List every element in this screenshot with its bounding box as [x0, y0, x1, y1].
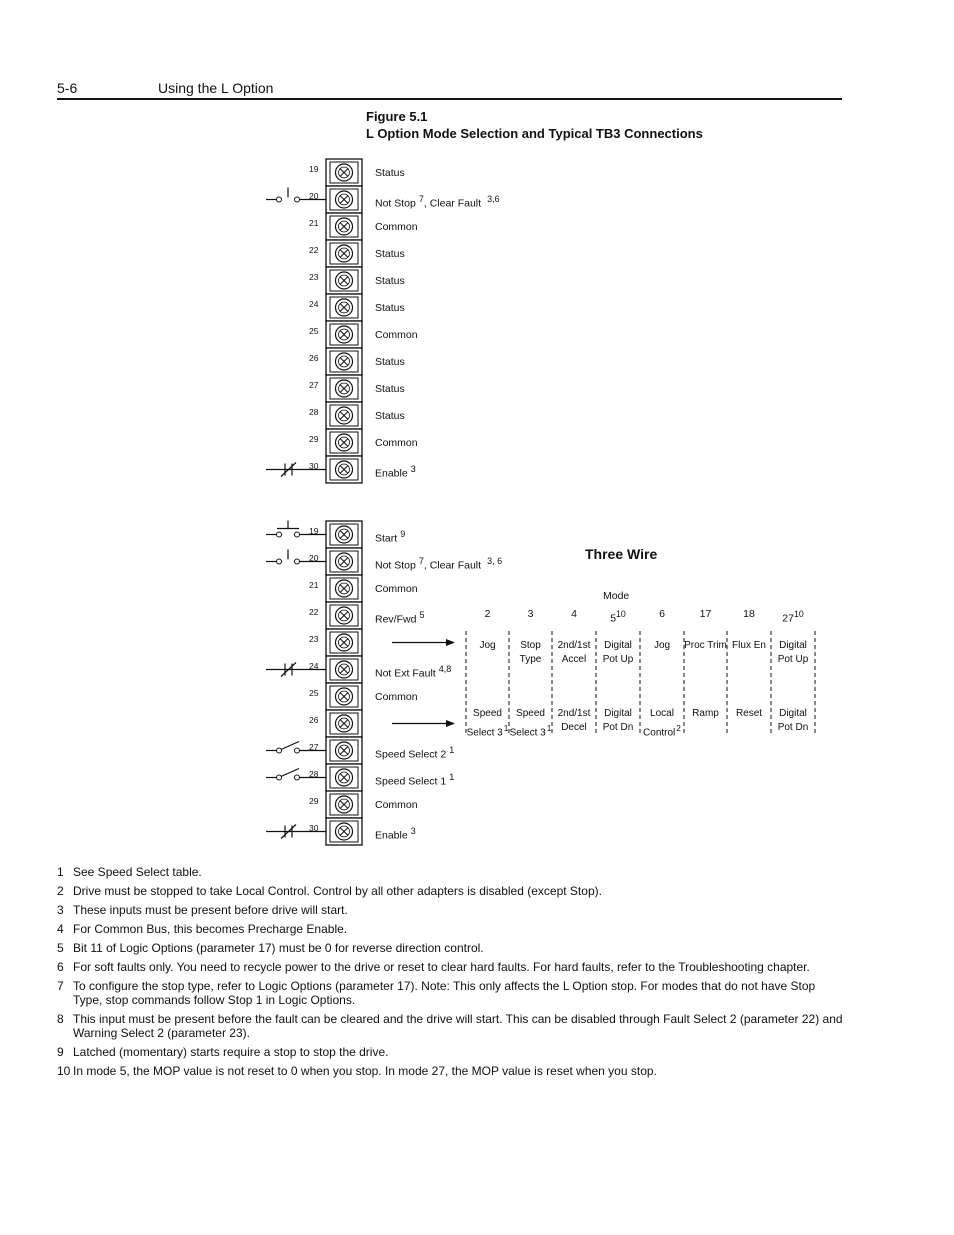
mode-number: 4 — [571, 608, 577, 620]
footnote-number: 4 — [57, 922, 64, 936]
footnote-text: See Speed Select table. — [73, 865, 202, 879]
footnote-ref: 1 — [503, 723, 509, 733]
terminal-label: Enable $^3$ — [375, 826, 416, 842]
footnote-text: This input must be present before the fault can be cleared and the drive will start. This can be disabled through Fault Select 2 (parameter 22) and Warning Select 2 (parameter 23). — [73, 1012, 843, 1040]
terminal-number: 22 — [309, 607, 319, 617]
footnote — [57, 1045, 847, 1059]
terminal-label: Status — [375, 302, 405, 314]
footnote-ref: 9 — [400, 529, 406, 539]
terminal-number: 21 — [309, 218, 319, 228]
footnote-ref: 3, 6 — [487, 556, 503, 566]
footnote-text: For Common Bus, this becomes Precharge Enable. — [73, 922, 348, 936]
terminal-label: Status — [375, 275, 405, 287]
footnote — [57, 960, 847, 974]
terminal-number: 19 — [309, 526, 319, 536]
terminal-number: 20 — [309, 191, 319, 201]
page-number: 5-6 — [57, 80, 78, 96]
footnote — [57, 884, 847, 898]
mode-function-terminal-26: Ramp — [692, 708, 719, 719]
terminal-number: 27 — [309, 742, 319, 752]
terminal-label: Common — [375, 437, 418, 449]
three-wire-title: Three Wire — [585, 546, 658, 562]
terminal-number: 27 — [309, 380, 319, 390]
terminal-label: Speed Select 1 $^1$ — [375, 772, 455, 788]
mode-function-terminal-23: Digital Pot Up — [777, 640, 809, 665]
terminal-number: 29 — [309, 796, 319, 806]
terminal-label: Not Ext Fault $^{4,8}$ — [375, 664, 452, 680]
mode-function-terminal-26: 2nd/1st Decel — [557, 708, 591, 733]
terminal-label: Common — [375, 221, 418, 233]
footnote-ref: 1 — [449, 772, 455, 782]
footnote-text: These inputs must be present before drive will start. — [73, 903, 348, 917]
mode-function-terminal-23: Jog — [479, 640, 496, 651]
terminal-label: Speed Select 2 $^1$ — [375, 745, 455, 761]
terminal-number: 30 — [309, 823, 319, 833]
terminal-label: Common — [375, 691, 418, 703]
not-stop-switch-contact — [277, 559, 282, 564]
mode-function-terminal-23: Digital Pot Up — [602, 640, 634, 665]
mode-number: 2 — [484, 608, 491, 620]
footnote-text: Bit 11 of Logic Options (parameter 17) must be 0 for reverse direction control. — [73, 941, 484, 955]
section-title: Using the L Option — [158, 80, 274, 96]
footnote-number: 5 — [57, 941, 64, 955]
footnote — [57, 979, 847, 1007]
terminal-label: Status — [375, 383, 405, 395]
mode-function-terminal-23: Proc Trim — [684, 640, 727, 651]
mode-function-terminal-26: Speed Select $3^1$ — [509, 708, 552, 739]
footnote — [57, 865, 847, 879]
not-stop-switch-contact — [295, 197, 300, 202]
terminal-label: Status — [375, 356, 405, 368]
footnote-ref: 3,6 — [487, 194, 500, 204]
terminal-number: 24 — [309, 299, 319, 309]
terminal-number: 19 — [309, 164, 319, 174]
terminal-label: Enable $^3$ — [375, 464, 416, 480]
footnote-ref: 7 — [418, 194, 424, 204]
terminal-label: Rev/Fwd $^5$ — [375, 610, 425, 626]
mode-arrow-head — [446, 720, 455, 727]
terminal-label: Not Stop $^7$, Clear Fault $^{3, 6}$ — [375, 556, 503, 572]
terminal-label: Common — [375, 329, 418, 341]
speed-select-2-switch-contact — [295, 748, 300, 753]
terminal-number: 29 — [309, 434, 319, 444]
footnote-ref: 3 — [410, 464, 416, 474]
mode-function-terminal-26: Local Control$^2$ — [643, 708, 681, 739]
footnote-number: 3 — [57, 903, 64, 917]
mode-number: $5^{10}$ — [610, 609, 626, 625]
footnote-ref: 10 — [616, 609, 626, 619]
terminal-number: 23 — [309, 634, 319, 644]
mode-function-terminal-23: Stop Type — [519, 640, 542, 665]
terminal-label: Status — [375, 248, 405, 260]
footnotes-list — [57, 865, 847, 1083]
terminal-number: 26 — [309, 353, 319, 363]
mode-function-terminal-26: Reset — [735, 708, 763, 719]
mode-function-terminal-26: Digital Pot Dn — [602, 708, 634, 733]
start-button-contact — [295, 532, 300, 537]
terminal-label: Status — [375, 410, 405, 422]
footnote-ref: 7 — [418, 556, 424, 566]
start-button-contact — [277, 532, 282, 537]
terminal-label: Common — [375, 583, 418, 595]
footnote-text: For soft faults only. You need to recycle power to the drive or reset to clear hard faults. For hard faults, refer to the Troubleshooting chapter. — [73, 960, 810, 974]
mode-function-terminal-26: Speed Select $3^1$ — [466, 708, 509, 739]
footnote-number: 2 — [57, 884, 64, 898]
mode-number: 3 — [527, 608, 534, 620]
footnote-number: 6 — [57, 960, 64, 974]
speed-select-2-switch-contact — [277, 748, 282, 753]
terminal-number: 30 — [309, 461, 319, 471]
footnote-text: In mode 5, the MOP value is not reset to 0 when you stop. In mode 27, the MOP value is reset when you stop. — [73, 1064, 657, 1078]
terminal-number: 28 — [309, 769, 319, 779]
clear-fault-label: , Clear Fault — [423, 197, 482, 210]
footnote-text: Latched (momentary) starts require a stop to stop the drive. — [73, 1045, 389, 1059]
footnote-number: 7 — [57, 979, 64, 993]
mode-function-terminal-23: 2nd/1st Accel — [557, 640, 591, 665]
terminal-number: 24 — [309, 661, 319, 671]
terminal-number: 22 — [309, 245, 319, 255]
terminal-label: Status — [375, 167, 405, 179]
terminal-label: Common — [375, 799, 418, 811]
figure-title: L Option Mode Selection and Typical TB3 Connections — [366, 126, 703, 141]
terminal-number: 20 — [309, 553, 319, 563]
mode-number: 17 — [699, 608, 712, 620]
mode-number: 18 — [743, 608, 755, 620]
terminal-number: 26 — [309, 715, 319, 725]
terminal-label: Not Stop $^7$, Clear Fault $^{3,6}$ — [375, 194, 500, 210]
footnote-ref: 1 — [449, 745, 455, 755]
mode-function-terminal-23: Jog — [653, 640, 671, 651]
footnote — [57, 903, 847, 917]
footnote — [57, 941, 847, 955]
mode-arrow-head — [446, 639, 455, 646]
footnote-text: Drive must be stopped to take Local Control. Control by all other adapters is disabled (except Stop). — [73, 884, 602, 898]
mode-function-terminal-26: Digital Pot Dn — [777, 708, 809, 733]
terminal-number: 23 — [309, 272, 319, 282]
footnote-ref: 5 — [419, 610, 425, 620]
footnote-number: 9 — [57, 1045, 64, 1059]
footnote-text: To configure the stop type, refer to Logic Options (parameter 17). Note: This only affects the L Option stop. For modes that do not have Stop Type, stop commands follow Stop 1 in Logic Options. — [73, 979, 816, 1007]
terminal-number: 25 — [309, 688, 319, 698]
not-stop-switch-contact — [295, 559, 300, 564]
footnote-number: 10 — [57, 1064, 71, 1078]
mode-number: 6 — [659, 608, 665, 620]
footnote-ref: 4,8 — [438, 664, 452, 674]
speed-select-1-switch-contact — [277, 775, 282, 780]
figure-label: Figure 5.1 — [366, 109, 428, 124]
terminal-number: 25 — [309, 326, 319, 336]
footnote-ref: 1 — [546, 723, 552, 733]
footnote-ref: 2 — [676, 723, 681, 733]
terminal-number: 28 — [309, 407, 319, 417]
mode-number: $27^{10}$ — [782, 609, 804, 625]
terminal-number: 21 — [309, 580, 319, 590]
mode-heading: Mode — [603, 590, 630, 602]
footnote — [57, 1064, 847, 1078]
footnote — [57, 1012, 847, 1040]
speed-select-1-switch-contact — [295, 775, 300, 780]
footnote-number: 8 — [57, 1012, 64, 1026]
not-stop-switch-contact — [277, 197, 282, 202]
footnote-ref: 10 — [793, 609, 804, 619]
mode-function-terminal-23: Flux En — [732, 640, 766, 651]
footnote-ref: 3 — [410, 826, 416, 836]
terminal-label: Start $^9$ — [375, 529, 406, 545]
clear-fault-label: , Clear Fault — [423, 559, 482, 572]
footnote-number: 1 — [57, 865, 64, 879]
footnote — [57, 922, 847, 936]
